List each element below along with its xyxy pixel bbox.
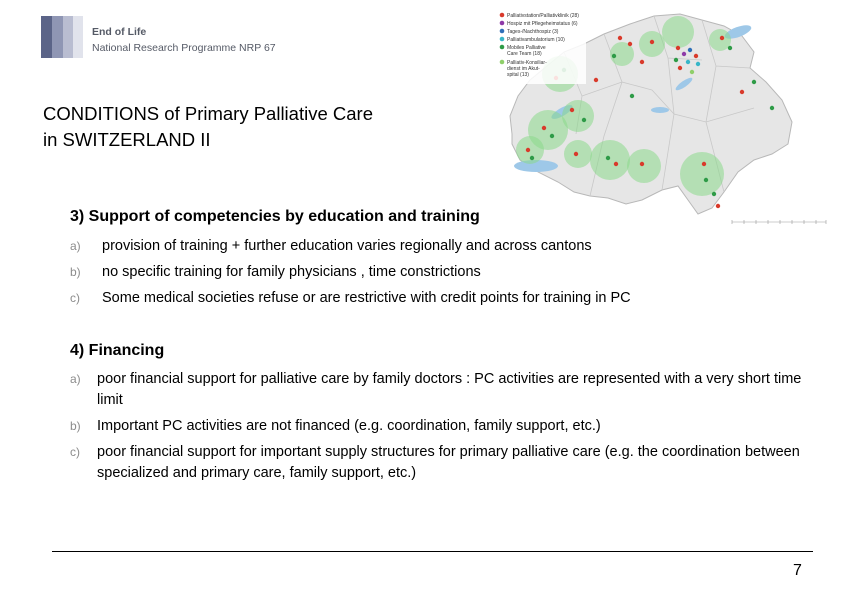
- footer-divider: [52, 551, 813, 552]
- list-item-text: provision of training + further education varies regionally and across cantons: [102, 238, 592, 254]
- facility-marker: [716, 204, 720, 208]
- legend-swatch: [500, 29, 505, 34]
- facility-marker: [770, 106, 774, 110]
- lake-lucerne: [651, 107, 669, 113]
- facility-marker: [618, 36, 622, 40]
- page-title-line-1: CONDITIONS of Primary Palliative Care: [43, 103, 373, 124]
- switzerland-palliative-care-map: [492, 4, 830, 234]
- facility-marker: [526, 148, 530, 152]
- page-number: 7: [793, 562, 802, 579]
- section-3-heading: 3) Support of competencies by education and training: [70, 208, 480, 225]
- legend-item: Mobiles Palliative: [507, 45, 546, 51]
- facility-marker: [650, 40, 654, 44]
- facility-marker: [674, 58, 678, 62]
- list-item: [70, 285, 631, 311]
- facility-marker: [676, 46, 680, 50]
- logo-title: End of Life: [92, 26, 147, 38]
- map-scale-bar: [732, 220, 826, 224]
- list-item: [70, 442, 810, 484]
- facility-marker: [614, 162, 618, 166]
- list-item: [70, 233, 631, 259]
- facility-marker: [696, 62, 700, 66]
- legend-item: Palliativstation/Palliativklinik (28): [507, 13, 579, 19]
- facility-marker: [542, 126, 546, 130]
- facility-marker: [606, 156, 610, 160]
- list-item-text: no specific training for family physicians , time constrictions: [102, 264, 481, 280]
- region-circle: [590, 140, 630, 180]
- legend-swatch: [500, 37, 505, 42]
- facility-marker: [720, 36, 724, 40]
- facility-marker: [740, 90, 744, 94]
- legend-item: Palliativ-Konsiliar-: [507, 60, 547, 66]
- map-legend: [494, 8, 586, 84]
- legend-item-continued: spital (13): [507, 72, 529, 78]
- legend-swatch: [500, 21, 505, 26]
- list-item: [70, 416, 810, 437]
- list-item-text: Important PC activities are not financed (e.g. coordination, family support, etc.): [97, 418, 601, 434]
- list-item-text: Some medical societies refuse or are restrictive with credit points for training in PC: [102, 290, 631, 306]
- region-circle: [662, 16, 694, 48]
- section-3-list: [70, 233, 631, 311]
- list-marker: c): [70, 445, 80, 459]
- facility-marker: [688, 48, 692, 52]
- page-title-line-2: in SWITZERLAND II: [43, 129, 211, 150]
- region-circle: [627, 149, 661, 183]
- list-item: [70, 259, 631, 285]
- legend-swatch: [500, 60, 505, 65]
- facility-marker: [690, 70, 694, 74]
- region-circle: [709, 29, 731, 51]
- legend-item: Hospiz mit Pflegeheimstatus (6): [507, 21, 578, 27]
- list-marker: a): [70, 372, 81, 386]
- legend-item-continued: Care Team (18): [507, 51, 542, 57]
- legend-swatch: [500, 13, 505, 18]
- facility-marker: [678, 66, 682, 70]
- list-marker: b): [70, 419, 81, 433]
- facility-marker: [682, 52, 686, 56]
- facility-marker: [686, 60, 690, 64]
- facility-marker: [640, 162, 644, 166]
- facility-marker: [582, 118, 586, 122]
- facility-marker: [628, 42, 632, 46]
- facility-marker: [574, 152, 578, 156]
- facility-marker: [594, 78, 598, 82]
- section-4-list: [70, 369, 810, 489]
- facility-marker: [704, 178, 708, 182]
- facility-marker: [728, 46, 732, 50]
- logo-subtitle: National Research Programme NRP 67: [92, 42, 276, 54]
- section-4-heading: 4) Financing: [70, 342, 165, 359]
- facility-marker: [550, 134, 554, 138]
- legend-item: Palliativambulatorium (10): [507, 37, 565, 43]
- legend-item-continued: dienst im Akut-: [507, 66, 540, 72]
- legend-swatch: [500, 45, 505, 50]
- logo-mark-icon: [41, 16, 83, 58]
- facility-marker: [640, 60, 644, 64]
- list-item-text: poor financial support for important supply structures for primary palliative care (e.g. the coordination between specialized and primary care, family support, etc.): [97, 444, 800, 481]
- list-item: [70, 369, 810, 411]
- facility-marker: [630, 94, 634, 98]
- legend-item: Tages-/Nachthospiz (3): [507, 29, 559, 35]
- list-marker: b): [70, 265, 81, 279]
- list-marker: c): [70, 291, 80, 305]
- facility-marker: [570, 108, 574, 112]
- facility-marker: [702, 162, 706, 166]
- facility-marker: [530, 156, 534, 160]
- list-item-text: poor financial support for palliative care by family doctors : PC activities are represented with a very short time limit: [97, 371, 802, 408]
- facility-marker: [712, 192, 716, 196]
- list-marker: a): [70, 239, 81, 253]
- nrp67-logo: [41, 16, 311, 58]
- page-title: [43, 101, 373, 153]
- facility-marker: [612, 54, 616, 58]
- facility-marker: [752, 80, 756, 84]
- facility-marker: [694, 54, 698, 58]
- region-circle: [680, 152, 724, 196]
